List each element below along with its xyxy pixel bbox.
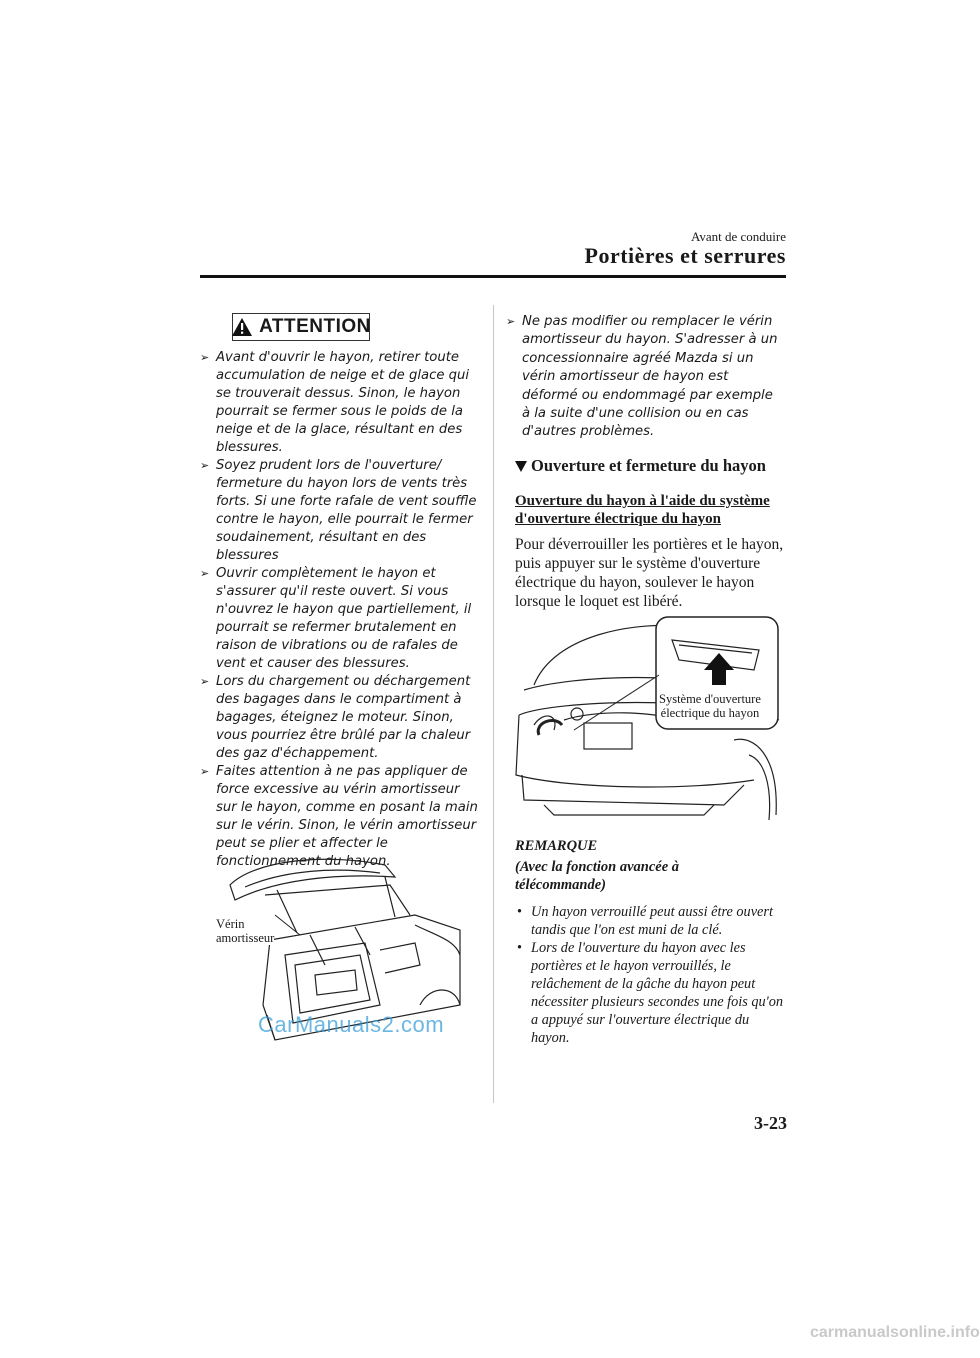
bullet-arrow-icon: ➢ [506,315,516,328]
opener-label: Système d'ouverture électrique du hayon [659,692,761,720]
site-watermark: carmanualsonline.info [810,1324,980,1341]
body-paragraph: Pour déverrouiller les portières et le hayon, puis appuyer sur le système d'ouverture électrique du hayon, soulever le hayon lorsque le loquet est libéré. [515,536,784,610]
warning-list-continued [506,313,782,442]
note-subtitle: (Avec la fonction avancée à télécommande) [515,859,680,893]
list-item: ➢ Faites attention à ne pas appliquer de force excessive au vérin amortisseur sur le hayon, comme en posant la main sur le vérin. Sinon, le vérin amortisseur peut se plier et affecter le fonctionnement du hayon. [200,764,478,869]
section-label: Avant de conduire [690,229,786,244]
bullet-dot-icon: • [517,904,523,920]
bullet-arrow-icon: ➢ [200,459,210,472]
column-divider [493,305,494,1103]
attention-label: ATTENTION [259,316,371,337]
page-title: Portières et serrures [584,243,786,268]
bullet-arrow-icon: ➢ [200,765,210,778]
section-heading: Ouverture et fermeture du hayon [515,456,766,476]
list-item: ➢ Ouvrir complètement le hayon et s'assurer qu'il reste ouvert. Si vous n'ouvrez le hayon que partiellement, il pourrait se refermer brutalement en raison de vibrations ou de rafales de vent et causer des blessures. [200,566,472,671]
page-number: 3-23 [754,1113,787,1133]
list-item: ➢ Avant d'ouvrir le hayon, retirer toute accumulation de neige et de glace qui se trouverait dessus. Sinon, le hayon pourrait se fermer sous le poids de la neige et de la glace, résultant en des blessures. [200,350,470,455]
list-item: • Un hayon verrouillé peut aussi être ouvert tandis que l'on est muni de la clé. [517,904,773,938]
list-item: ➢ Ne pas modifier ou remplacer le vérin amortisseur du hayon. S'adresser à un concessionnaire agréé Mazda si un vérin amortisseur de hayon est déformé ou endommagé par exemple à la suite d'une collision ou en cas d'autres problèmes. [506,314,778,440]
warning-triangle-icon [231,317,253,337]
note-list [515,903,787,1047]
note-title: REMARQUE [515,838,598,854]
watermark: CarManuals2.com [258,1012,445,1037]
list-item: • Lors de l'ouverture du hayon avec les portières et le hayon verrouillés, le relâchement de la gâche du hayon peut nécessiter plusieurs secondes une fois qu'on a appuyé sur l'ouverture électrique du hayon. [517,940,784,1046]
header-rule [200,275,786,278]
bullet-arrow-icon: ➢ [200,675,210,688]
list-item: ➢ Soyez prudent lors de l'ouverture/ fermeture du hayon lors de vents très forts. Si une forte rafale de vent souffle contre le hayon, elle pourrait le fermer soudainement, résultant en des blessures [200,458,477,563]
bullet-arrow-icon: ➢ [200,351,210,364]
verin-label: Vérin amortisseur [216,917,275,945]
bullet-arrow-icon: ➢ [200,567,210,580]
list-item: ➢ Lors du chargement ou déchargement des bagages dans le compartiment à bagages, éteignez le moteur. Sinon, vous pourriez être brûlé par la chaleur des gaz d'échappement. [200,674,471,761]
subsection-heading: Ouverture du hayon à l'aide du système d'ouverture électrique du hayon [515,493,770,527]
attention-box [232,313,370,341]
bullet-dot-icon: • [517,940,523,956]
warning-list [200,349,482,871]
triangle-marker-icon [515,461,527,472]
